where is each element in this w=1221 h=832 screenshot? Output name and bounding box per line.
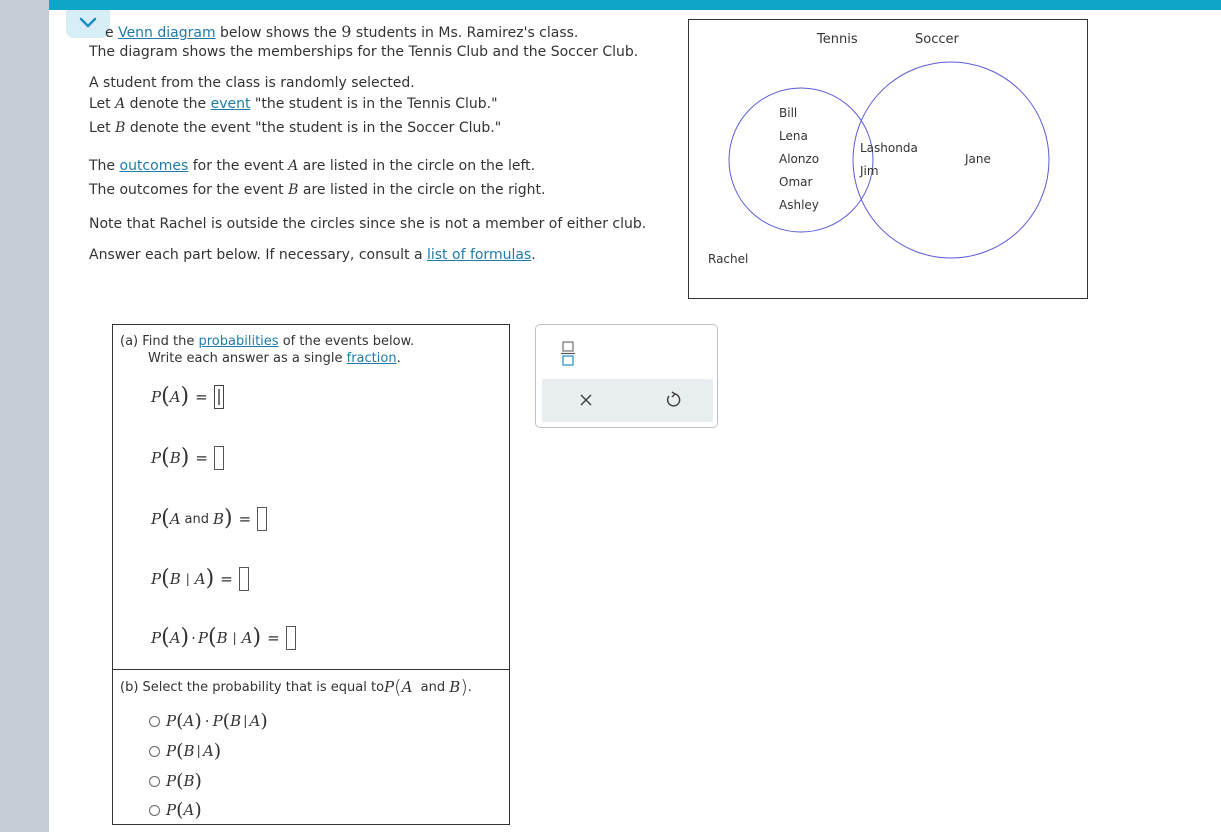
- option-pa[interactable]: P ( A ): [149, 799, 202, 821]
- option-pa-times-pb-given-a[interactable]: P ( A ) · P ( B | A ): [149, 710, 268, 732]
- part-a-instruction-1: (a) Find the probabilities of the events below.: [120, 334, 415, 349]
- intro-line-9: Answer each part below. If necessary, consult a list of formulas.: [89, 247, 536, 263]
- fraction-link[interactable]: fraction: [346, 351, 397, 366]
- venn-diagram: [688, 19, 1088, 299]
- event-link[interactable]: event: [210, 96, 251, 112]
- answer-input-p-a[interactable]: [214, 385, 224, 409]
- venn-circle-soccer: [853, 62, 1049, 258]
- venn-name-lashonda: Lashonda: [860, 141, 918, 155]
- radio-button[interactable]: [149, 746, 160, 757]
- equation-p-b: P ( B ) =: [151, 446, 224, 470]
- part-b-instruction: (b) Select the probability that is equal to P ( A and B ) .: [120, 676, 472, 698]
- venn-name-lena: Lena: [779, 129, 808, 143]
- option-pb[interactable]: P ( B ): [149, 770, 202, 792]
- intro-line-3: A student from the class is randomly selected.: [89, 75, 415, 91]
- intro-line-5: Let B denote the event "the student is in the Soccer Club.": [89, 120, 502, 136]
- probabilities-link[interactable]: probabilities: [198, 334, 279, 349]
- venn-diagram-link[interactable]: Venn diagram: [118, 25, 216, 41]
- clear-icon[interactable]: [578, 392, 594, 408]
- list-of-formulas-link[interactable]: list of formulas: [426, 247, 532, 263]
- outcomes-link[interactable]: outcomes: [119, 158, 189, 174]
- left-rail: [0, 0, 49, 832]
- venn-name-alonzo: Alonzo: [779, 152, 820, 166]
- venn-name-jane: Jane: [965, 152, 991, 166]
- undo-icon[interactable]: [664, 391, 682, 409]
- top-accent-bar: [49, 0, 1221, 10]
- intro-line-6: The outcomes for the event A are listed in the circle on the left.: [89, 158, 536, 174]
- answer-input-p-a-and-b[interactable]: [257, 507, 267, 531]
- equation-p-a-and-b: P ( A and B ) =: [151, 507, 267, 531]
- intro-line-7: The outcomes for the event B are listed in the circle on the right.: [89, 182, 546, 198]
- chevron-down-icon: [79, 17, 97, 29]
- equation-p-a: P ( A ) =: [151, 385, 224, 409]
- radio-button[interactable]: [149, 805, 160, 816]
- equation-p-a-times-p-b-given-a: P ( A ) · P ( B | A ) =: [151, 626, 296, 650]
- venn-circles: [689, 20, 1089, 300]
- part-b-panel: [112, 669, 510, 825]
- intro-line-1: e Venn diagram below shows the 9 students in Ms. Ramirez's class.: [105, 22, 579, 41]
- math-tool-panel: [535, 324, 718, 428]
- answer-input-product[interactable]: [286, 626, 296, 650]
- intro-line-4: Let A denote the event "the student is in the Tennis Club.": [89, 96, 498, 112]
- radio-button[interactable]: [149, 776, 160, 787]
- venn-label-tennis: Tennis: [817, 32, 858, 47]
- venn-name-omar: Omar: [779, 175, 813, 189]
- option-pb-given-a[interactable]: P ( B | A ): [149, 740, 221, 762]
- part-a-panel: [112, 324, 510, 670]
- venn-name-jim: Jim: [860, 164, 879, 178]
- venn-name-ashley: Ashley: [779, 198, 819, 212]
- venn-name-rachel: Rachel: [708, 252, 749, 266]
- radio-button[interactable]: [149, 716, 160, 727]
- fraction-icon[interactable]: [561, 339, 575, 367]
- tool-actions-bar: [542, 379, 713, 422]
- venn-name-bill: Bill: [779, 106, 798, 120]
- collapse-toggle-button[interactable]: [66, 10, 110, 38]
- intro-line-2: The diagram shows the memberships for the Tennis Club and the Soccer Club.: [89, 44, 639, 60]
- intro-line-8: Note that Rachel is outside the circles since she is not a member of either club.: [89, 216, 647, 232]
- answer-input-p-b-given-a[interactable]: [239, 567, 249, 591]
- venn-label-soccer: Soccer: [915, 32, 959, 47]
- equation-p-b-given-a: P ( B | A ) =: [151, 567, 249, 591]
- part-a-instruction-2: Write each answer as a single fraction.: [148, 351, 401, 366]
- answer-input-p-b[interactable]: [214, 446, 224, 470]
